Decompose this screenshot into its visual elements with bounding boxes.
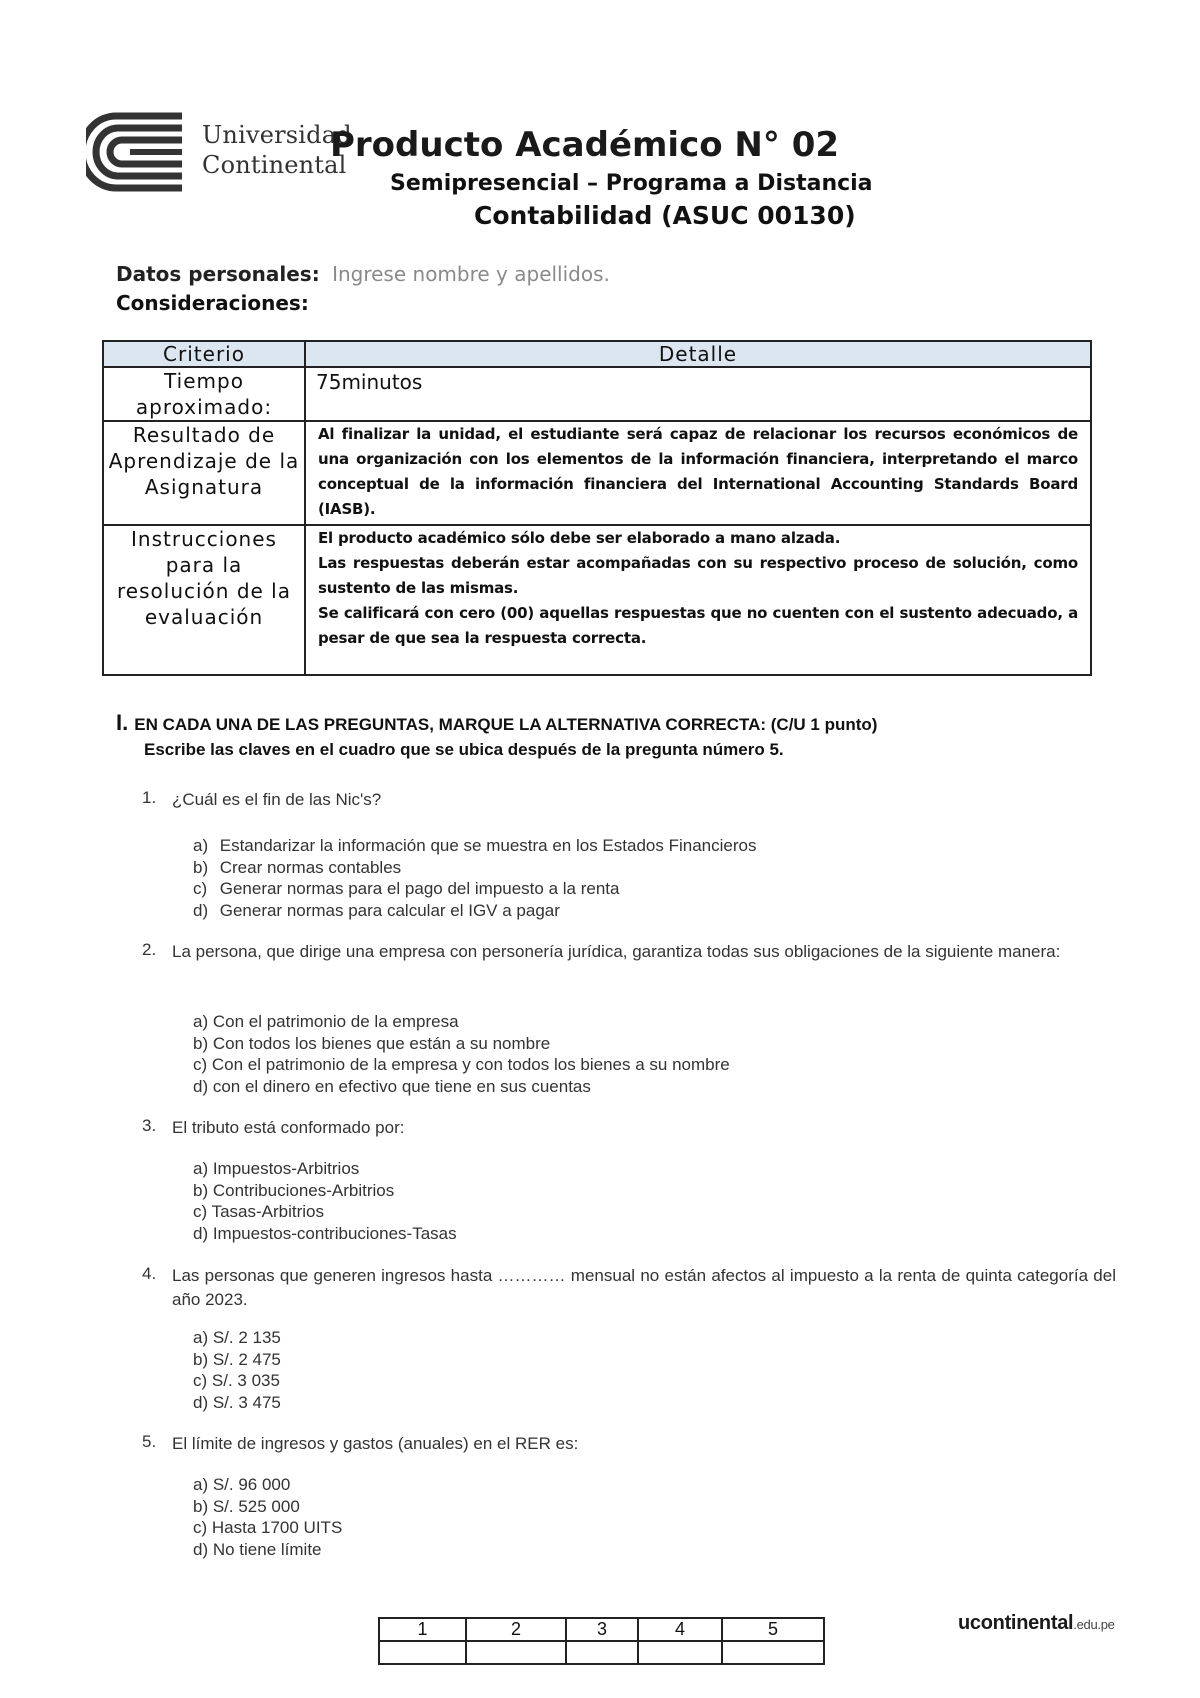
option-b[interactable]: b) S/. 525 000 [193,1496,300,1516]
question-text: El límite de ingresos y gastos (anuales) en el RER es: [172,1434,579,1453]
question-number: 3. [142,1116,157,1135]
university-logo-icon [86,112,186,192]
section-title: EN CADA UNA DE LAS PREGUNTAS, MARQUE LA ALTERNATIVA CORRECTA: (C/U 1 punto) [134,715,878,734]
table-row [103,525,1091,675]
answer-key-table [378,1617,825,1665]
personal-data-field[interactable]: Ingrese nombre y apellidos. [332,262,610,286]
answer-key-number: 4 [638,1618,722,1641]
option-b[interactable]: b) Contribuciones-Arbitrios [193,1180,395,1200]
table-row [103,367,1091,421]
option-a[interactable]: a) S/. 96 000 [193,1475,291,1494]
answer-key-cell-2[interactable] [466,1641,566,1664]
option-a[interactable]: a) Con el patrimonio de la empresa [193,1012,459,1031]
question-number: 2. [142,940,157,959]
considerations-label: Consideraciones: [116,291,309,315]
answer-key-header-row [379,1618,824,1641]
option-d[interactable]: d) S/. 3 475 [193,1392,281,1412]
question-3-options [193,1158,457,1244]
option-d[interactable]: d) Impuestos-contribuciones-Tasas [193,1223,457,1243]
instruction-line: Se calificará con cero (00) aquellas respuestas que no cuenten con el sustento adecuado, a pesar de que sea la respuesta correcta. [318,604,1078,647]
instruction-line: El producto académico sólo debe ser elaborado a mano alzada. [318,529,841,547]
footer-brand-domain: .edu.pe [1073,1617,1115,1632]
question-text: ¿Cuál es el fin de las Nic's? [172,790,382,809]
university-logo [86,112,356,192]
detail-header: Detalle [305,341,1091,367]
footer-brand-name: ucontinental [958,1612,1074,1634]
document-title: Producto Académico N° 02 [330,125,840,165]
option-c[interactable]: c) Hasta 1700 UITS [193,1518,343,1537]
detail-cell: 75minutos [305,367,1091,421]
detail-paragraph: Al finalizar la unidad, el estudiante será capaz de relacionar los recursos económicos de una organización con los elementos de la información financiera, interpretando el marco conceptual de la información financiera del International Accounting Standards Board (IASB). [318,425,1078,518]
answer-key-number: 5 [722,1618,824,1641]
option-c[interactable]: c) Con el patrimonio de la empresa y con todos los bienes a su nombre [193,1055,730,1074]
question-number: 4. [142,1264,157,1283]
option-d[interactable]: d) Generar normas para calcular el IGV a pagar [193,900,560,920]
instruction-line: Las respuestas deberán estar acompañadas con su respectivo proceso de solución, como sustento de las mismas. [318,554,1078,597]
criteria-table [102,340,1092,676]
criterion-cell: Tiempo aproximado: [103,367,305,421]
logo-line-1: Universidad [202,121,352,149]
course-name: Contabilidad (ASUC 00130) [474,201,856,230]
criterion-cell: Resultado de Aprendizaje de la Asignatura [103,421,305,525]
option-c[interactable]: c) S/. 3 035 [193,1371,280,1390]
personal-data-line [116,262,610,286]
question-text: El tributo está conformado por: [172,1118,405,1137]
option-b[interactable]: b) Con todos los bienes que están a su nombre [193,1033,551,1053]
section-heading [116,710,877,736]
answer-key-cell-4[interactable] [638,1641,722,1664]
option-d[interactable]: d) con el dinero en efectivo que tiene en sus cuentas [193,1076,591,1096]
question-number: 5. [142,1432,157,1451]
option-c[interactable]: c) Tasas-Arbitrios [193,1202,324,1221]
criteria-header: Criterio [103,341,305,367]
option-b[interactable]: b) S/. 2 475 [193,1349,281,1369]
section-number: I. [116,710,129,735]
criteria-header-row [103,341,1091,367]
logo-line-2: Continental [202,151,347,179]
answer-key-cell-1[interactable] [379,1641,466,1664]
footer-brand [958,1612,1115,1635]
detail-cell [305,525,1091,675]
answer-key-input-row [379,1641,824,1664]
table-row [103,421,1091,525]
answer-key-number: 1 [379,1618,466,1641]
question-number: 1. [142,788,157,807]
answer-key-cell-5[interactable] [722,1641,824,1664]
personal-data-label: Datos personales: [116,262,320,286]
answer-key-number: 3 [566,1618,638,1641]
question-1-options [193,835,756,921]
question-4-options [193,1327,281,1413]
question-text: Las personas que generen ingresos hasta ………… mensual no están afectos al impuesto a la renta de quinta categoría del año 2023. [172,1266,1116,1309]
option-d[interactable]: d) No tiene límite [193,1539,322,1559]
criterion-cell: Instrucciones para la resolución de la evaluación [103,525,305,675]
document-subtitle: Semipresencial – Programa a Distancia [390,171,873,196]
question-text: La persona, que dirige una empresa con personería jurídica, garantiza todas sus obligaciones de la siguiente manera: [172,942,1061,961]
option-b[interactable]: b) Crear normas contables [193,857,402,877]
option-a[interactable]: a) Estandarizar la información que se muestra en los Estados Financieros [193,836,757,855]
detail-cell [305,421,1091,525]
option-c[interactable]: c) Generar normas para el pago del impuesto a la renta [193,879,620,898]
section-subtitle: Escribe las claves en el cuadro que se ubica después de la pregunta número 5. [144,740,784,759]
option-a[interactable]: a) Impuestos-Arbitrios [193,1159,360,1178]
option-a[interactable]: a) S/. 2 135 [193,1328,281,1347]
answer-key-cell-3[interactable] [566,1641,638,1664]
question-5-options [193,1474,342,1560]
question-2-options [193,1011,730,1097]
answer-key-number: 2 [466,1618,566,1641]
